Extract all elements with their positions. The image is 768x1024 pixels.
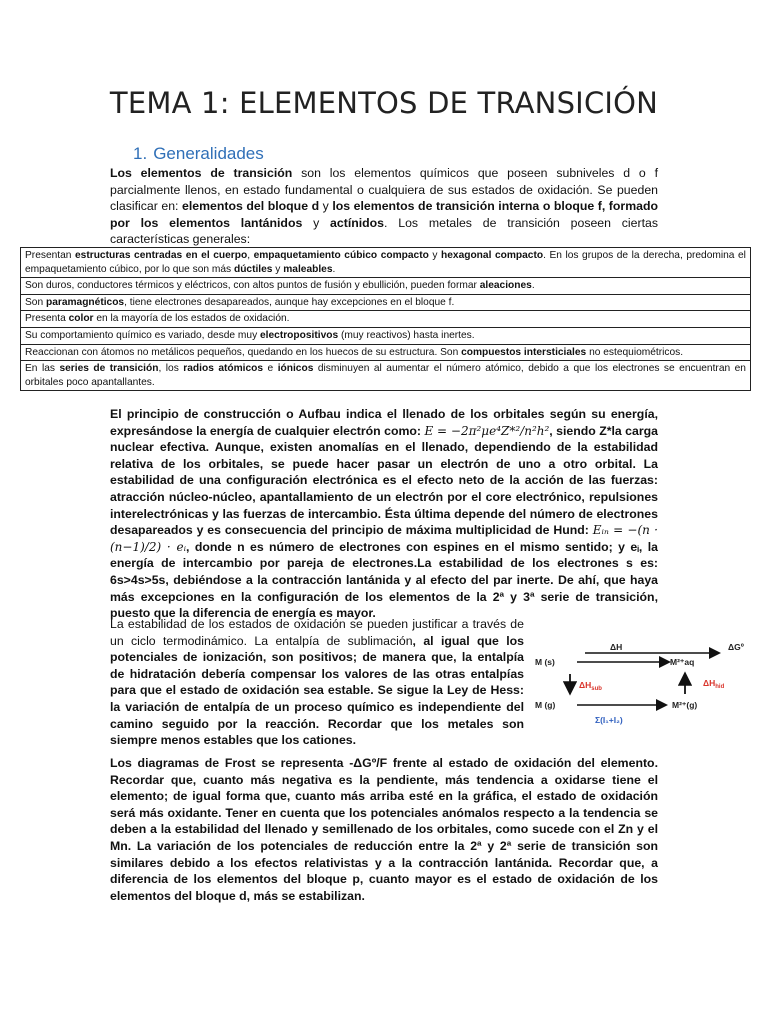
- term-block-d: elementos del bloque d: [182, 199, 320, 214]
- table-cell: Reaccionan con átomos no metálicos pequeños, quedando en los huecos de su estructura. Son compuestos intersticiales no estequiométricos.: [21, 344, 751, 361]
- sublimation-enthalpy-label: $\Delta H_{sub}$: [579, 680, 602, 692]
- table-cell: Presentan estructuras centradas en el cuerpo, empaquetamiento cúbico compacto y hexagonal compacto. En los grupos de la derecha, predomina el empaquetamiento cúbico, por lo que son más dúctiles y maleables.: [21, 248, 751, 278]
- frost-text: entre la 2ª y 2ª serie de transición son similares debido a los efectos relativistas y a la contracción lantánida. Recordar que, a diferencia de los elementos del bloque p, cuanto mayor es el estado de oxidación de los elementos del bloque d, más se estabilizan.: [110, 838, 658, 903]
- page-title: TEMA 1: ELEMENTOS DE TRANSICIÓN: [109, 86, 659, 120]
- intro-paragraph: [110, 165, 658, 248]
- intro-text: y: [319, 199, 333, 214]
- metal-solid-label: M (s): [535, 657, 555, 667]
- table-row: [21, 311, 751, 328]
- section-number: 1.: [133, 144, 148, 163]
- section-heading: [133, 144, 264, 164]
- thermodynamic-cycle-diagram: [535, 628, 765, 738]
- term-actinides: actínidos: [330, 215, 385, 230]
- frost-text: Los diagramas de Frost se representa -ΔGº/F frente al estado de oxidación del elemento. Recordar que, cuanto más negativa es la pendiente, más tendencia a oxidarse tiene el elemento; de igual forma que, cuanto más arriba esté en la gráfica, el estado de oxidación será más oxidante. Tener en cuenta que los potenciales anómalos respecto a la tendencia se deben a la estabilidad del llenado y semillenado de los orbitales, como sucede con el Zn y el Mn. La variación de los: [110, 756, 658, 853]
- metal-gas-label: M (g): [535, 700, 556, 710]
- table-cell: Son paramagnéticos, tiene electrones desapareados, aunque hay excepciones en el bloque f.: [21, 294, 751, 311]
- term-transition-elements: Los elementos de transición: [110, 166, 293, 180]
- aufbau-text: , donde n es número de electrones con espines en el mismo sentido; y eᵢ, la energía de intercambio por pareja de electrones.La estabilidad de los electrones s es: 6s>4s>5s, debiéndose a la contracción lantánida y al efecto del par inerte. De ahí, que haya más excepciones en la configuración de los elementos de la 2ª y 3ª serie de transición, puesto que la diferencia de energía es mayor.: [110, 539, 658, 621]
- table-row: [21, 327, 751, 344]
- aufbau-text: , siendo Z*la carga nuclear efectiva. Aunque, existen anomalías en el llenado, dependiendo de la estabilidad relativa de los orbitales, se puede hacer pasar un electrón de uno a otro orbital. La estabilidad de una configuración electrónica es el efecto neto de la acción de las fuerzas: atracción núcleo-núcleo, apantallamiento de un electrón por el core electrónico, repulsiones interelectrónicas y las fuerzas de intercambio. Ésta última depende del número de electrones desapareados y es consecuencia del principio de máxima multiplicidad de Hund:: [110, 423, 658, 538]
- intro-text: son los elementos químicos que poseen subniveles d o f parcialmente llenos, en estado fundamental o cualquiera de sus estados de oxidación. Se pueden clasificar en:: [110, 166, 658, 214]
- delta-h-label: ΔH: [610, 642, 623, 652]
- table-row: [21, 278, 751, 295]
- intro-text: . Los metales de transición poseen ciertas características generales:: [110, 215, 658, 247]
- table-row: [21, 248, 751, 278]
- aufbau-text: El principio de construcción o Aufbau indica el llenado de los orbitales según su energía, expresándose la energía de cualquier electrón como:: [110, 407, 658, 438]
- energy-formula: E = −2π²μe⁴Z*²/n²h²: [424, 423, 550, 438]
- table-cell: Son duros, conductores térmicos y eléctricos, con altos puntos de fusión y ebullición, pueden formar aleaciones.: [21, 278, 751, 295]
- delta-g-label: ΔGº: [728, 642, 744, 652]
- aufbau-paragraph: [110, 406, 658, 622]
- metal-ion-gas-label: M²⁺(g): [672, 700, 698, 710]
- table-row: [21, 344, 751, 361]
- hund-formula: Eᵢₙ = −(n · (n−1)/2) · eᵢ: [110, 523, 658, 554]
- frost-paragraph: [110, 755, 658, 904]
- stability-paragraph: [110, 616, 524, 749]
- table-cell: Su comportamiento químico es variado, desde muy electropositivos (muy reactivos) hasta inertes.: [21, 327, 751, 344]
- term-block-f: los elementos de transición interna o bloque f, formado por los elementos lantánidos: [110, 199, 658, 230]
- properties-table: [20, 247, 751, 391]
- metal-ion-aq-label: M²⁺aq: [670, 657, 695, 667]
- term-reduction-potentials: potenciales de reducción: [260, 838, 413, 853]
- table-cell: En las series de transición, los radios atómicos e iónicos disminuyen al aumentar el número atómico, debido a que los electrones se encuentran en orbitales poco apantallantes.: [21, 361, 751, 391]
- hydration-enthalpy-label: $\Delta H_{hid}$: [703, 678, 725, 690]
- ionization-sum-label: Σ(I₁+I₂): [595, 715, 623, 725]
- section-label: Generalidades: [153, 144, 264, 163]
- table-row: [21, 361, 751, 391]
- stability-text: La estabilidad de los estados de oxidación se pueden justificar a través de un ciclo termodinámico. La entalpía de sublimación: [110, 617, 524, 648]
- stability-text: , al igual que los potenciales de ionización, son positivos; de manera que, la entalpía de hidratación debería compensar los valores de las otras entalpías para que el estado de oxidación sea estable. Se sigue la Ley de Hess: la variación de entalpía de un proceso químico es independiente del camino seguido por la reacción. Recordar que los metales son siempre menos estables que los cationes.: [110, 633, 524, 748]
- table-row: [21, 294, 751, 311]
- intro-text: y: [302, 215, 331, 230]
- table-cell: Presenta color en la mayoría de los estados de oxidación.: [21, 311, 751, 328]
